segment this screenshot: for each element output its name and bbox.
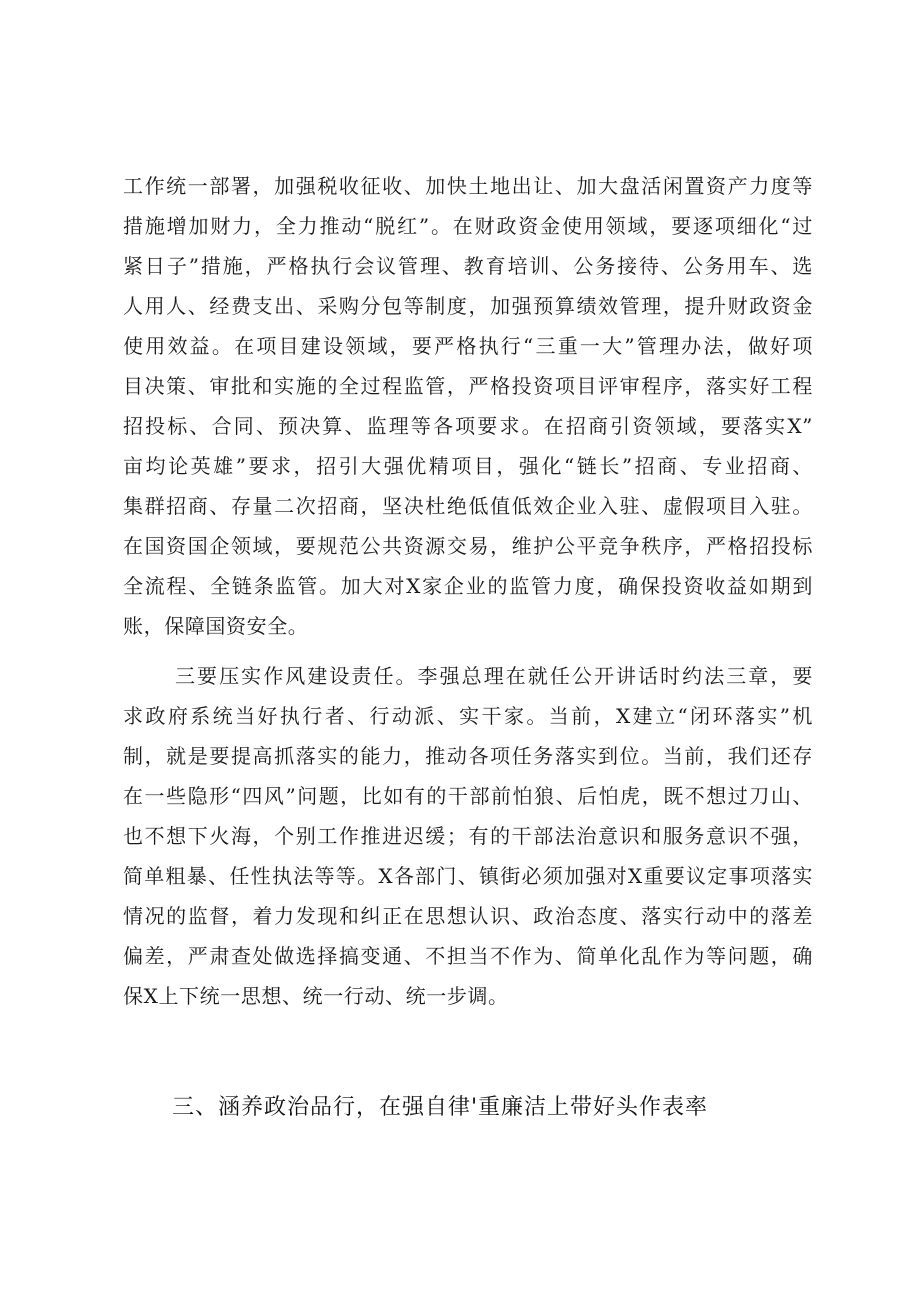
text-line: 工作统一部署，加强税收征收、加快土地出让、加大盘活闲置资产力度等 — [123, 174, 813, 198]
text-line: 在国资国企领域，要规范公共资源交易，维护公平竞争秩序，严格招投标 — [123, 534, 813, 558]
text-line: 偏差，严肃查处做选择搞变通、不担当不作为、简单化乱作为等问题，确 — [123, 944, 813, 968]
text-line: 保X上下统一思想、统一行动、统一步调。 — [123, 984, 509, 1008]
text-line: 目决策、审批和实施的全过程监管，严格投资项目评审程序，落实好工程 — [123, 374, 813, 398]
text-line: 制，就是要提高抓落实的能力，推动各项任务落实到位。当前，我们还存 — [123, 744, 813, 768]
text-line: 三要压实作风建设责任。李强总理在就任公开讲话时约法三章，要 — [175, 664, 813, 688]
text-line: 人用人、经费支出、采购分包等制度，加强预算绩效管理，提升财政资金 — [123, 294, 813, 318]
text-line: 紧日子”措施，严格执行会议管理、教育培训、公务接待、公务用车、选 — [123, 254, 813, 278]
text-line: 集群招商、存量二次招商，坚决杜绝低值低效企业入驻、虚假项目入驻。 — [123, 494, 813, 518]
text-line: 也不想下火海，个别工作推进迟缓；有的干部法治意识和服务意识不强， — [123, 824, 813, 848]
text-line: 账，保障国资安全。 — [123, 614, 309, 638]
section-heading: 三、涵养政治品行，在强自律'重廉洁上带好头作表率 — [172, 1095, 709, 1120]
text-line: 简单粗暴、任性执法等等。X各部门、镇街必须加强对X重要议定事项落实 — [123, 864, 813, 888]
text-line: 招投标、合同、预决算、监理等各项要求。在招商引资领域，要落实X” — [123, 414, 813, 438]
text-line: 全流程、全链条监管。加大对X家企业的监管力度，确保投资收益如期到 — [123, 574, 813, 598]
text-line: 在一些隐形“四风”问题，比如有的干部前怕狼、后怕虎，既不想过刀山、 — [123, 784, 813, 808]
text-line: 求政府系统当好执行者、行动派、实干家。当前，X建立“闭环落实”机 — [123, 704, 813, 728]
text-line: 情况的监督，着力发现和纠正在思想认识、政治态度、落实行动中的落差 — [123, 904, 813, 928]
text-line: 措施增加财力，全力推动“脱红”。在财政资金使用领域，要逐项细化“过 — [123, 214, 813, 238]
text-line: 使用效益。在项目建设领域，要严格执行“三重一大”管理办法，做好项 — [123, 334, 813, 358]
text-line: 亩均论英雄”要求，招引大强优精项目，强化“链长”招商、专业招商、 — [123, 454, 813, 478]
